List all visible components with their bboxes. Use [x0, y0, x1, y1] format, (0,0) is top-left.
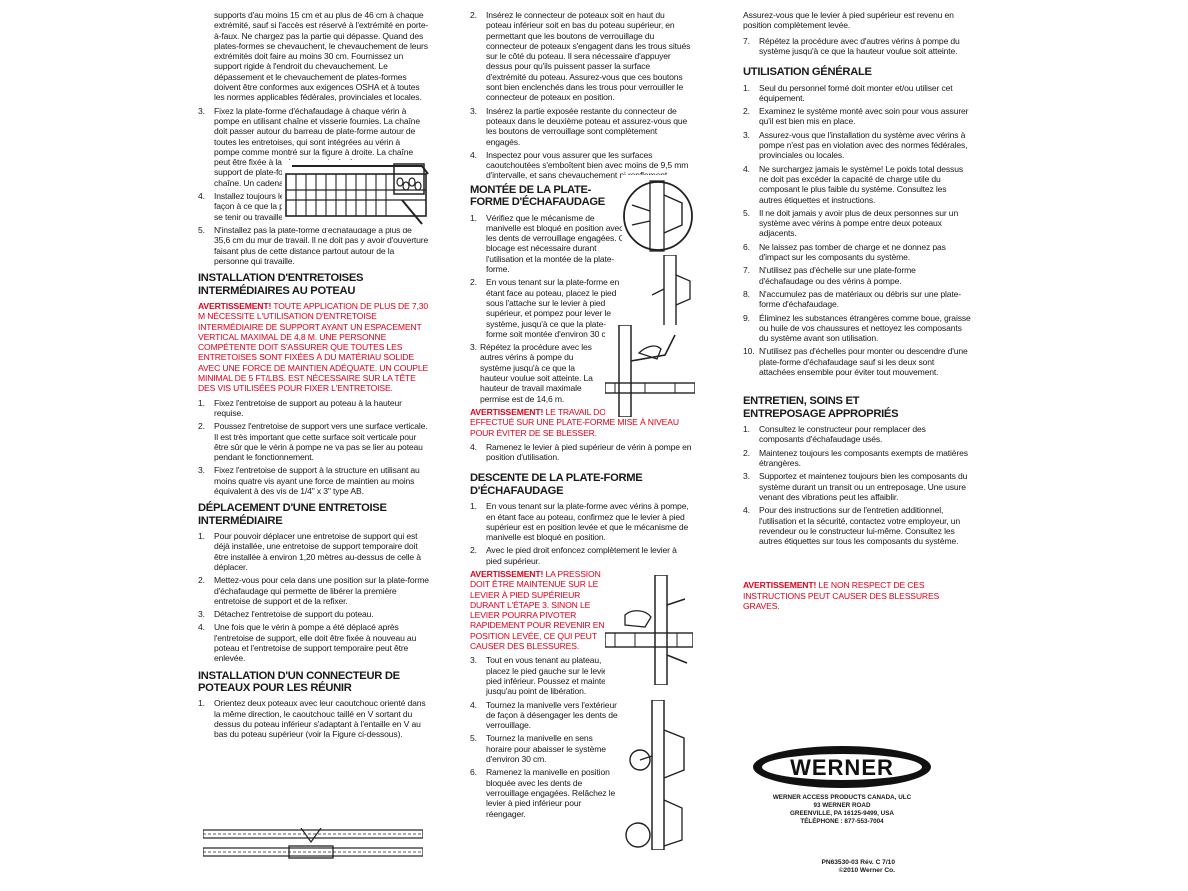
- item-text: Ramenez la manivelle en position bloquée avec les dents de verrouillage engagées. Relâchez le levier à pied inférieur pour réengager.: [486, 767, 616, 819]
- item-number: 2.: [743, 447, 750, 458]
- platform-climb-figure: [605, 325, 695, 417]
- list-item: [470, 213, 630, 275]
- item-text: Pour pouvoir déplacer une entretoise de support qui est déjà installée, une entretoise de support temporaire doit être installée à environ 1,20 mètres au-dessus de celle à déplacer.: [214, 531, 421, 572]
- item-text: Vérifiez que le mécanisme de manivelle est bloqué en position avec les dents de verrouillage engagées. Ce blocage est nécessaire durant l'utilisation et la montée de la plate-forme.: [486, 212, 630, 275]
- item-number: 4.: [198, 622, 205, 633]
- warning-label: AVERTISSEMENT!: [198, 300, 272, 311]
- list-item: [470, 342, 600, 404]
- logo-text: WERNER: [790, 755, 894, 780]
- descent-pedal-figure: [605, 575, 693, 685]
- item-text: Pour des instructions sur de l'entretien additionnel, l'utilisation et la sécurité, contactez votre employeur, un revendeur ou le constructeur lui-même. Consultez les autres étiquettes sur tous les composants du système.: [759, 505, 961, 547]
- list-item: [470, 106, 692, 147]
- list-item: [198, 465, 430, 496]
- item-number: 1.: [470, 501, 477, 512]
- list-item: [743, 36, 971, 57]
- warning-label: AVERTISSEMENT!: [470, 406, 544, 417]
- part-number: PN63530-03 Rév. C 7/10: [821, 859, 895, 866]
- item-text: Éliminez les substances étrangères comme boue, graisse ou huile de vos chaussures et nettoyez les composants du système avant son utilisation.: [759, 312, 971, 344]
- platform-chain-figure: [282, 160, 432, 228]
- warning-label: AVERTISSEMENT!: [743, 580, 817, 591]
- item-text: Fixez la plate-forme d'échafaudage à chaque vérin à pompe en utilisant chaîne et visserie fournies. La chaîne doit passer autour du barreau de plate-forme autour de toutes les entretoises, qui sont intégrées au vérin à pompe comme montré sur la figure à droite. La chaîne peut être fixée à la plaque terminale de: [214, 105, 420, 168]
- copyright: ©2010 Werner Co.: [838, 867, 895, 874]
- item-number: 2.: [470, 277, 477, 288]
- item-text: Installez toujours le système avec vérins à pompe de façon à ce que la plate-forme d'échafaudage utilisée pour se tenir ou travailler soit bien de niveau.: [214, 191, 424, 222]
- section-heading: UTILISATION GÉNÉRALE: [743, 66, 872, 79]
- item-number: 1.: [743, 82, 750, 93]
- item-text: Ne laissez pas tomber de charge et ne donnez pas d'impact sur les composants du système.: [759, 241, 946, 263]
- item-number: 5.: [198, 224, 205, 235]
- item-text: Assurez-vous que l'installation du système avec vérins à pompe n'est pas en violation avec des normes fédérales, provinciales ou locales.: [759, 129, 968, 161]
- item-text: Fixez l'entretoise de support à la structure en utilisant au moins quatre vis ayant une force de maintien au moins équivalent à des vis de 1/4" x 3" type AB.: [214, 465, 420, 496]
- warning-text: TOUTE APPLICATION DE PLUS DE 7,30 M NÉCESSITE L'UTILISATION D'ENTRETOISE INTERMÉDIAIRE DE SUPPORT AYANT UN ESPACEMENT VERTICAL MAXIMAL DE 4,8 M. UNE PERSONNE COMPÉTENTE DOIT S'ASSURER QUE TOUTES LES ENTRETOISES SONT FIXÉES À DU MATÉRIAU SOLIDE AVEC UNE FORCE DE MAINTIEN ADÉQUATE. UN COUPLE MINIMAL DE 5 FT/LBS. EST NÉCESSAIRE SUR LA TÊTE DES VIS UTILISÉES POUR FIXER L'ENTRETOISE.: [198, 300, 429, 394]
- item-text: N'utilisez pas d'échelle sur une plate-forme d'échafaudage ou des vérins à pompe.: [759, 265, 916, 286]
- list-item: [470, 442, 692, 463]
- item-number: 5.: [470, 733, 477, 744]
- item-number: 1.: [743, 424, 750, 435]
- section-heading: INSTALLATION D'UN CONNECTEUR DE POTEAUX POUR LES RÉUNIR: [198, 669, 400, 695]
- item-number: 1.: [470, 212, 477, 223]
- section-heading: MONTÉE DE LA PLATE-FORME D'ÉCHAFAUDAGE: [470, 183, 605, 209]
- item-text: N'accumulez pas de matériaux ou débris sur une plate-forme d'échafaudage.: [759, 288, 961, 310]
- list-item: [470, 545, 692, 566]
- list-item: [198, 622, 430, 663]
- item-text: Tout en vous tenant au plateau, placez le pied gauche sur le levier à pied inférieur. Poussez et maintenez jusqu'au point de libération.: [486, 655, 620, 697]
- item-text: Consultez le constructeur pour remplacer des composants d'échafaudage usés.: [759, 424, 926, 445]
- item-number: 4.: [743, 163, 750, 174]
- item-number: 4.: [743, 505, 750, 516]
- address-line: TÉLÉPHONE : 877-553-7004: [800, 818, 884, 825]
- list-item: [470, 501, 692, 542]
- warning-block: [470, 569, 605, 651]
- item-text: Répétez la procédure avec d'autres vérins à pompe du système jusqu'à ce que la hauteur voulue soit atteinte.: [759, 35, 960, 56]
- item-text: Poussez l'entretoise de support vers une surface verticale. Il est très important que cette surface soit verticale pour être sûr que le vérin à pompe ne va pas se lier au poteau pendant le fonctionnement.: [214, 421, 428, 463]
- list-item: [743, 448, 971, 469]
- item-number: 2.: [198, 421, 205, 432]
- list-item: [198, 225, 430, 266]
- address-line: GREENVILLE, PA 16125-9499, USA: [790, 810, 894, 817]
- item-text: N'utilisez pas d'échelles pour monter ou descendre d'une plate-forme d'échafaudage sauf si les deux sont attachées ensemble pour éviter tout mouvement.: [759, 346, 968, 378]
- item-text: Examinez le système monté avec soin pour vous assurer qu'il est bien mis en place.: [759, 106, 969, 127]
- item-number: 3.: [198, 465, 205, 476]
- list-item: [743, 130, 971, 161]
- list-item: [198, 575, 430, 606]
- item-number: 3.: [470, 342, 477, 353]
- list-item: [743, 471, 971, 502]
- address-line: WERNER ACCESS PRODUCTS CANADA, ULC: [772, 794, 912, 801]
- item-number: 6.: [743, 241, 750, 252]
- item-text: Ne surchargez jamais le système! Le poids total dessus ne doit pas excéder la capacité de charge utile du composant le plus faible du système. Consultez les autres étiquettes et instructions.: [759, 163, 963, 205]
- list-item: [198, 421, 430, 462]
- item-number: 3.: [198, 105, 205, 116]
- list-item: [470, 655, 620, 696]
- item-text: Ramenez le levier à pied supérieur de vérin à pompe en position d'utilisation.: [486, 441, 692, 463]
- item-number: 1.: [198, 698, 205, 709]
- item-number: 3.: [470, 105, 477, 116]
- pole-connector-figure: [203, 828, 423, 862]
- item-text: Tournez la manivelle vers l'extérieur de façon à désengager les dents de verrouillage.: [486, 699, 618, 731]
- item-number: 2.: [470, 545, 477, 556]
- item-number: 6.: [470, 767, 477, 778]
- item-number: 7.: [743, 265, 750, 276]
- list-item: [743, 106, 971, 127]
- address-line: 93 WERNER ROAD: [813, 802, 871, 809]
- continued-text: Assurez-vous que le levier à pied supérieur est revenu en position complètement levée.: [743, 10, 954, 31]
- item-text: Insérez le connecteur de poteaux soit en haut du poteau inférieur soit en bas du poteau supérieur, en permettant que les boutons de verrouillage du connecteur de poteaux s'engagent dans les trous situés sur le côté du poteau. Il sera nécessaire d'appuyer dessus pour qu'ils puissent passer la surface d'extrémité du poteau. Assurez-vous que ces boutons sont bien enclenchés dans les trous pour verrouiller le connecteur de poteaux en position.: [486, 10, 691, 103]
- list-item: [470, 277, 620, 339]
- list-item: [743, 424, 971, 445]
- item-number: 2.: [198, 575, 205, 586]
- list-item: [743, 313, 971, 344]
- item-number: 2.: [470, 10, 477, 20]
- item-number: 4.: [470, 699, 477, 710]
- item-number: 3.: [743, 129, 750, 140]
- company-address: [742, 794, 942, 826]
- list-item: [198, 609, 430, 619]
- item-text: Fixez l'entretoise de support au poteau à la hauteur requise.: [214, 397, 402, 418]
- list-item: [743, 505, 971, 546]
- item-text: Supportez et maintenez toujours bien les composants du système durant un transit ou un entreposage. Une usure venant des vibrations peut les affaiblir.: [759, 471, 968, 502]
- list-item: [198, 531, 430, 572]
- item-text: N'installez pas la plate-forme d'échafaudage à plus de 35,6 cm du mur de travail. Il ne doit pas y avoir d'ouverture faisant plus de cette distance partout autour de la personne qui travaille.: [214, 224, 429, 266]
- section-heading: INSTALLATION D'ENTRETOISES INTERMÉDIAIRES AU POTEAU: [198, 272, 364, 297]
- warning-text: LE TRAVAIL DOIT TOUJOURS ÊTRE EFFECTUÉ SUR UNE PLATE-FORME MISE À NIVEAU POUR ÉVITER DE SE BLESSER.: [470, 406, 686, 438]
- column-1: [198, 10, 430, 743]
- item-number: 3.: [198, 609, 205, 620]
- warning-text: LE NON RESPECT DE CES INSTRUCTIONS PEUT CAUSER DES BLESSURES GRAVES.: [743, 580, 940, 611]
- item-number: 2.: [743, 106, 750, 117]
- item-number: 1.: [198, 531, 205, 542]
- section-heading: DÉPLACEMENT D'UNE ENTRETOISE INTERMÉDIAIRE: [198, 502, 387, 527]
- item-text: Répétez la procédure avec les autres vérins à pompe du système jusqu'à ce que la hauteur voulue soit atteinte. La hauteur de travail maximale permise est de 14,6 m.: [480, 342, 593, 404]
- warning-text: LA PRESSION DOIT ÊTRE MAINTENUE SUR LE LEVIER À PIED SUPÉRIEUR DURANT L'ÉTAPE 3. SINON LE LEVIER POURRA PIVOTER RAPIDEMENT POUR REVENIR EN POSITION LEVÉE, CE QUI PEUT CAUSER DES BLESSURES.: [470, 568, 605, 652]
- item-text: Insérez la partie exposée restante du connecteur de poteaux dans le deuxième poteau et assurez-vous que les boutons de verrouillage sont complètement engagés.: [486, 105, 688, 147]
- werner-logo: [752, 745, 932, 789]
- list-item: [743, 164, 971, 205]
- item-text: Il ne doit jamais y avoir plus de deux personnes sur un système avec vérins à pompe entre deux poteaux adjacents.: [759, 207, 959, 239]
- item-number: 3.: [470, 655, 477, 666]
- list-item: [198, 398, 430, 419]
- item-number: 1.: [198, 397, 205, 408]
- list-item: [470, 733, 620, 764]
- item-text: Une fois que le vérin à pompe a été déplacé après l'entretoise de support, elle doit être fixée à nouveau au poteau et l'entretoise de support temporaire peut être enlevée.: [214, 622, 417, 664]
- item-number: 8.: [743, 288, 750, 299]
- document-number: [770, 859, 895, 875]
- final-warning: [743, 580, 971, 611]
- pump-jack-pole-figure: [650, 255, 694, 335]
- list-item: [743, 242, 971, 263]
- item-number: 3.: [743, 471, 750, 482]
- list-item: [470, 10, 692, 103]
- section-heading: DESCENTE DE LA PLATE-FORME D'ÉCHAFAUDAGE: [470, 472, 643, 497]
- item-number: 4.: [470, 149, 477, 160]
- item-number: 9.: [743, 312, 750, 323]
- list-item: [743, 289, 971, 310]
- section-heading: ENTRETIEN, SOINS ET ENTREPOSAGE APPROPRIÉS: [743, 395, 899, 420]
- item-text: Inspectez pour vous assurer que les surfaces caoutchoutées s'emboîtent bien avec moins de 9,5 mm d'intervalle, et sans chevauchement ni renflement.: [486, 149, 689, 181]
- crank-handle-figure: [622, 700, 694, 850]
- list-item: [470, 767, 620, 818]
- list-item: [743, 265, 971, 286]
- intro-text: supports d'au moins 15 cm et au plus de 46 cm à chaque extrémité, sauf si l'accès est réservé à l'extrémité en porte-à-faux. Ne chargez pas la partie qui dépasse. Quand des plates-formes se chevauchent, le chevauchement de leurs extrémités doit faire au moins 30 cm. Fournissez un support rigide à l'endroit du chevauchement. Le dépassement et le chevauchement de plates-formes doivent être conformes aux exigences OSHA et à toutes les normes applicables fédérales, provinciales et locales.: [214, 10, 429, 103]
- list-item: [743, 346, 971, 377]
- item-text: Orientez deux poteaux avec leur caoutchouc orienté dans la même direction, le caoutchouc taillé en V sortant du dessus du poteau inférieur s'adaptant à l'entaille en V au bas du poteau supérieur (voir la Figure ci-dessous).: [214, 698, 426, 740]
- warning-block: [198, 301, 430, 394]
- item-number: 4.: [198, 191, 205, 202]
- item-text: Avec le pied droit enfoncez complètement le levier à pied supérieur.: [486, 545, 677, 566]
- item-text: support de plate-forme, en utilisant le maillon rapide de la chaîne. Un cadenas peut être utilisé pour plus de sécurité.: [214, 167, 427, 188]
- item-number: 5.: [743, 207, 750, 218]
- warning-label: AVERTISSEMENT!: [470, 568, 544, 579]
- item-text: Tournez la manivelle en sens horaire pour abaisser le système d'environ 30 cm.: [486, 733, 606, 765]
- list-item: [743, 83, 971, 104]
- item-text: Seul du personnel formé doit monter et/ou utiliser cet équipement.: [759, 82, 953, 103]
- column-3: [743, 10, 971, 611]
- item-number: 4.: [470, 441, 477, 452]
- item-number: 10.: [743, 346, 755, 357]
- list-item: [470, 700, 620, 731]
- item-number: 7.: [743, 35, 750, 46]
- item-text: En vous tenant sur la plate-forme en étant face au poteau, placez le pied sous l'attache sur le levier à pied supérieur, et pompez pour lever le système, jusqu'à ce que la plate-forme soit montée d'environ 30 cm.: [486, 277, 620, 339]
- crank-mechanism-figure: [622, 175, 694, 257]
- item-text: Maintenez toujours les composants exempts de matières étrangères.: [759, 447, 968, 469]
- item-text: Détachez l'entretoise de support du poteau.: [214, 609, 374, 620]
- item-text: En vous tenant sur la plate-forme avec vérins à pompe, en étant face au poteau, confirmez que le levier à pied supérieur est en position levée et que le mécanisme de manivelle est bloqué en position.: [486, 501, 689, 543]
- list-item: [198, 698, 430, 739]
- list-item: [743, 208, 971, 239]
- item-text: Mettez-vous pour cela dans une position sur la plate-forme d'échafaudage qui permette de libérer la première entretoise de support et de la refixer.: [214, 575, 429, 606]
